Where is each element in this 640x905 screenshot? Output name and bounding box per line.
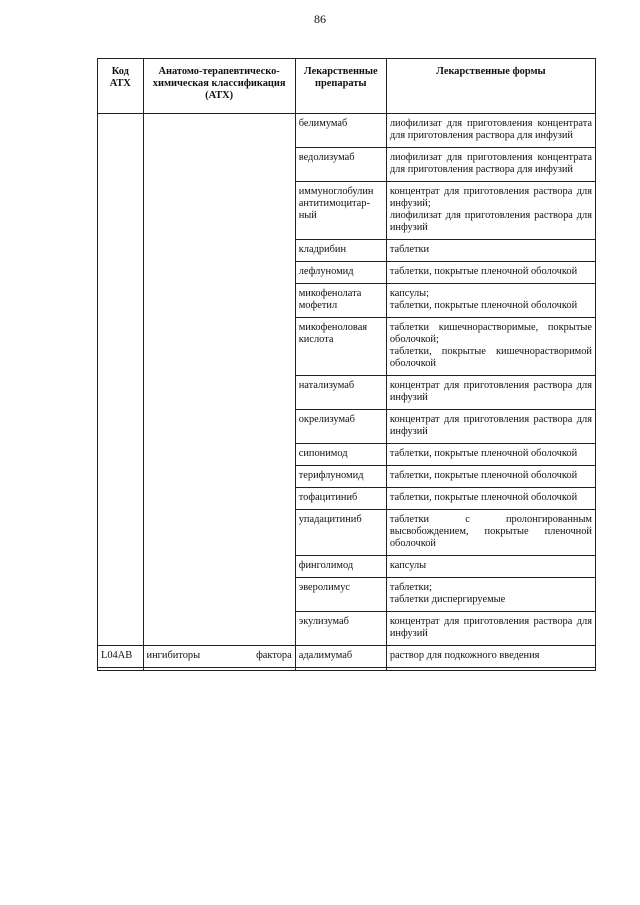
dosage-form-text: таблетки; bbox=[389, 582, 432, 593]
dosage-form-text: лиофилизат для приготовления раствора для инфузий bbox=[389, 210, 592, 233]
atc-code-cell bbox=[98, 114, 144, 646]
dosage-form-text: таблетки bbox=[389, 244, 430, 255]
dosage-form-text: концентрат для приготовления раствора для инфузий bbox=[389, 380, 592, 403]
dosage-form-text: таблетки, покрытые пленочной оболочкой bbox=[389, 300, 578, 311]
header-dosage-forms: Лекарственные формы bbox=[386, 59, 595, 114]
form-cell bbox=[386, 376, 595, 410]
drug-cell: финголимод bbox=[295, 556, 386, 578]
dosage-form-text: лиофилизат для приготовления концентрата для приготовления раствора для инфузий bbox=[389, 152, 592, 175]
table-header-row bbox=[98, 59, 596, 114]
form-cell bbox=[386, 578, 595, 612]
form-cell bbox=[386, 182, 595, 240]
dosage-form-text: концентрат для приготовления раствора для инфузий; bbox=[389, 186, 592, 209]
blank-cell bbox=[295, 668, 386, 671]
dosage-form-text: таблетки, покрытые кишечнорастворимой оболочкой bbox=[389, 346, 592, 369]
atc-class-text: ингибиторы фактора bbox=[146, 650, 292, 661]
form-cell bbox=[386, 240, 595, 262]
atc-code-cell: L04AB bbox=[98, 646, 144, 668]
table-row bbox=[98, 114, 596, 148]
dosage-form-text: концентрат для приготовления раствора для инфузий bbox=[389, 414, 592, 437]
header-atc-classification: Анатомо-терапевтическо-химическая классификация (АТХ) bbox=[143, 59, 295, 114]
drug-cell: натализумаб bbox=[295, 376, 386, 410]
form-cell: раствор для подкожного введения bbox=[386, 646, 595, 668]
drug-cell: кладрибин bbox=[295, 240, 386, 262]
drug-cell: тофацитиниб bbox=[295, 488, 386, 510]
dosage-form-text: таблетки диспергируемые bbox=[389, 594, 506, 605]
drug-cell: адалимумаб bbox=[295, 646, 386, 668]
drug-cell: сипонимод bbox=[295, 444, 386, 466]
dosage-form-text: концентрат для приготовления раствора для инфузий bbox=[389, 616, 592, 639]
atc-class-cell bbox=[143, 114, 295, 646]
drug-cell: экулизумаб bbox=[295, 612, 386, 646]
form-cell bbox=[386, 612, 595, 646]
form-cell bbox=[386, 148, 595, 182]
form-cell bbox=[386, 262, 595, 284]
drug-cell: микофенолата мофетил bbox=[295, 284, 386, 318]
blank-cell bbox=[143, 668, 295, 671]
form-cell bbox=[386, 410, 595, 444]
dosage-form-text: капсулы; bbox=[389, 288, 430, 299]
dosage-form-text: капсулы bbox=[389, 560, 427, 571]
drug-cell: иммуноглобулин антитимоцитар-ный bbox=[295, 182, 386, 240]
drug-cell: микофеноловая кислота bbox=[295, 318, 386, 376]
form-cell bbox=[386, 556, 595, 578]
drug-cell: упадацитиниб bbox=[295, 510, 386, 556]
drug-cell: эверолимус bbox=[295, 578, 386, 612]
form-cell bbox=[386, 466, 595, 488]
table-row-atc bbox=[98, 646, 596, 668]
form-cell bbox=[386, 284, 595, 318]
form-cell bbox=[386, 488, 595, 510]
continuation-row bbox=[98, 668, 596, 671]
dosage-form-text: таблетки, покрытые пленочной оболочкой bbox=[389, 448, 578, 459]
blank-cell bbox=[386, 668, 595, 671]
dosage-form-text: таблетки, покрытые пленочной оболочкой bbox=[389, 470, 578, 481]
drug-cell: окрелизумаб bbox=[295, 410, 386, 444]
header-atc-code: Код АТХ bbox=[98, 59, 144, 114]
form-cell bbox=[386, 444, 595, 466]
blank-cell bbox=[98, 668, 144, 671]
dosage-form-text: таблетки с пролонгированным высвобождением, покрытые пленочной оболочкой bbox=[389, 514, 592, 549]
drug-cell: лефлуномид bbox=[295, 262, 386, 284]
dosage-form-text: таблетки кишечнорастворимые, покрытые оболочкой; bbox=[389, 322, 592, 345]
header-drugs: Лекарственные препараты bbox=[295, 59, 386, 114]
dosage-form-text: лиофилизат для приготовления концентрата для приготовления раствора для инфузий bbox=[389, 118, 592, 141]
dosage-form-text: таблетки, покрытые пленочной оболочкой bbox=[389, 266, 578, 277]
form-cell bbox=[386, 318, 595, 376]
dosage-form-text: таблетки, покрытые пленочной оболочкой bbox=[389, 492, 578, 503]
table-body bbox=[98, 114, 596, 646]
drug-cell: белимумаб bbox=[295, 114, 386, 148]
form-cell bbox=[386, 510, 595, 556]
drug-table bbox=[97, 58, 596, 671]
form-cell bbox=[386, 114, 595, 148]
atc-class-cell bbox=[143, 646, 295, 668]
page-number: 86 bbox=[314, 12, 326, 26]
drug-cell: ведолизумаб bbox=[295, 148, 386, 182]
drug-cell: терифлуномид bbox=[295, 466, 386, 488]
